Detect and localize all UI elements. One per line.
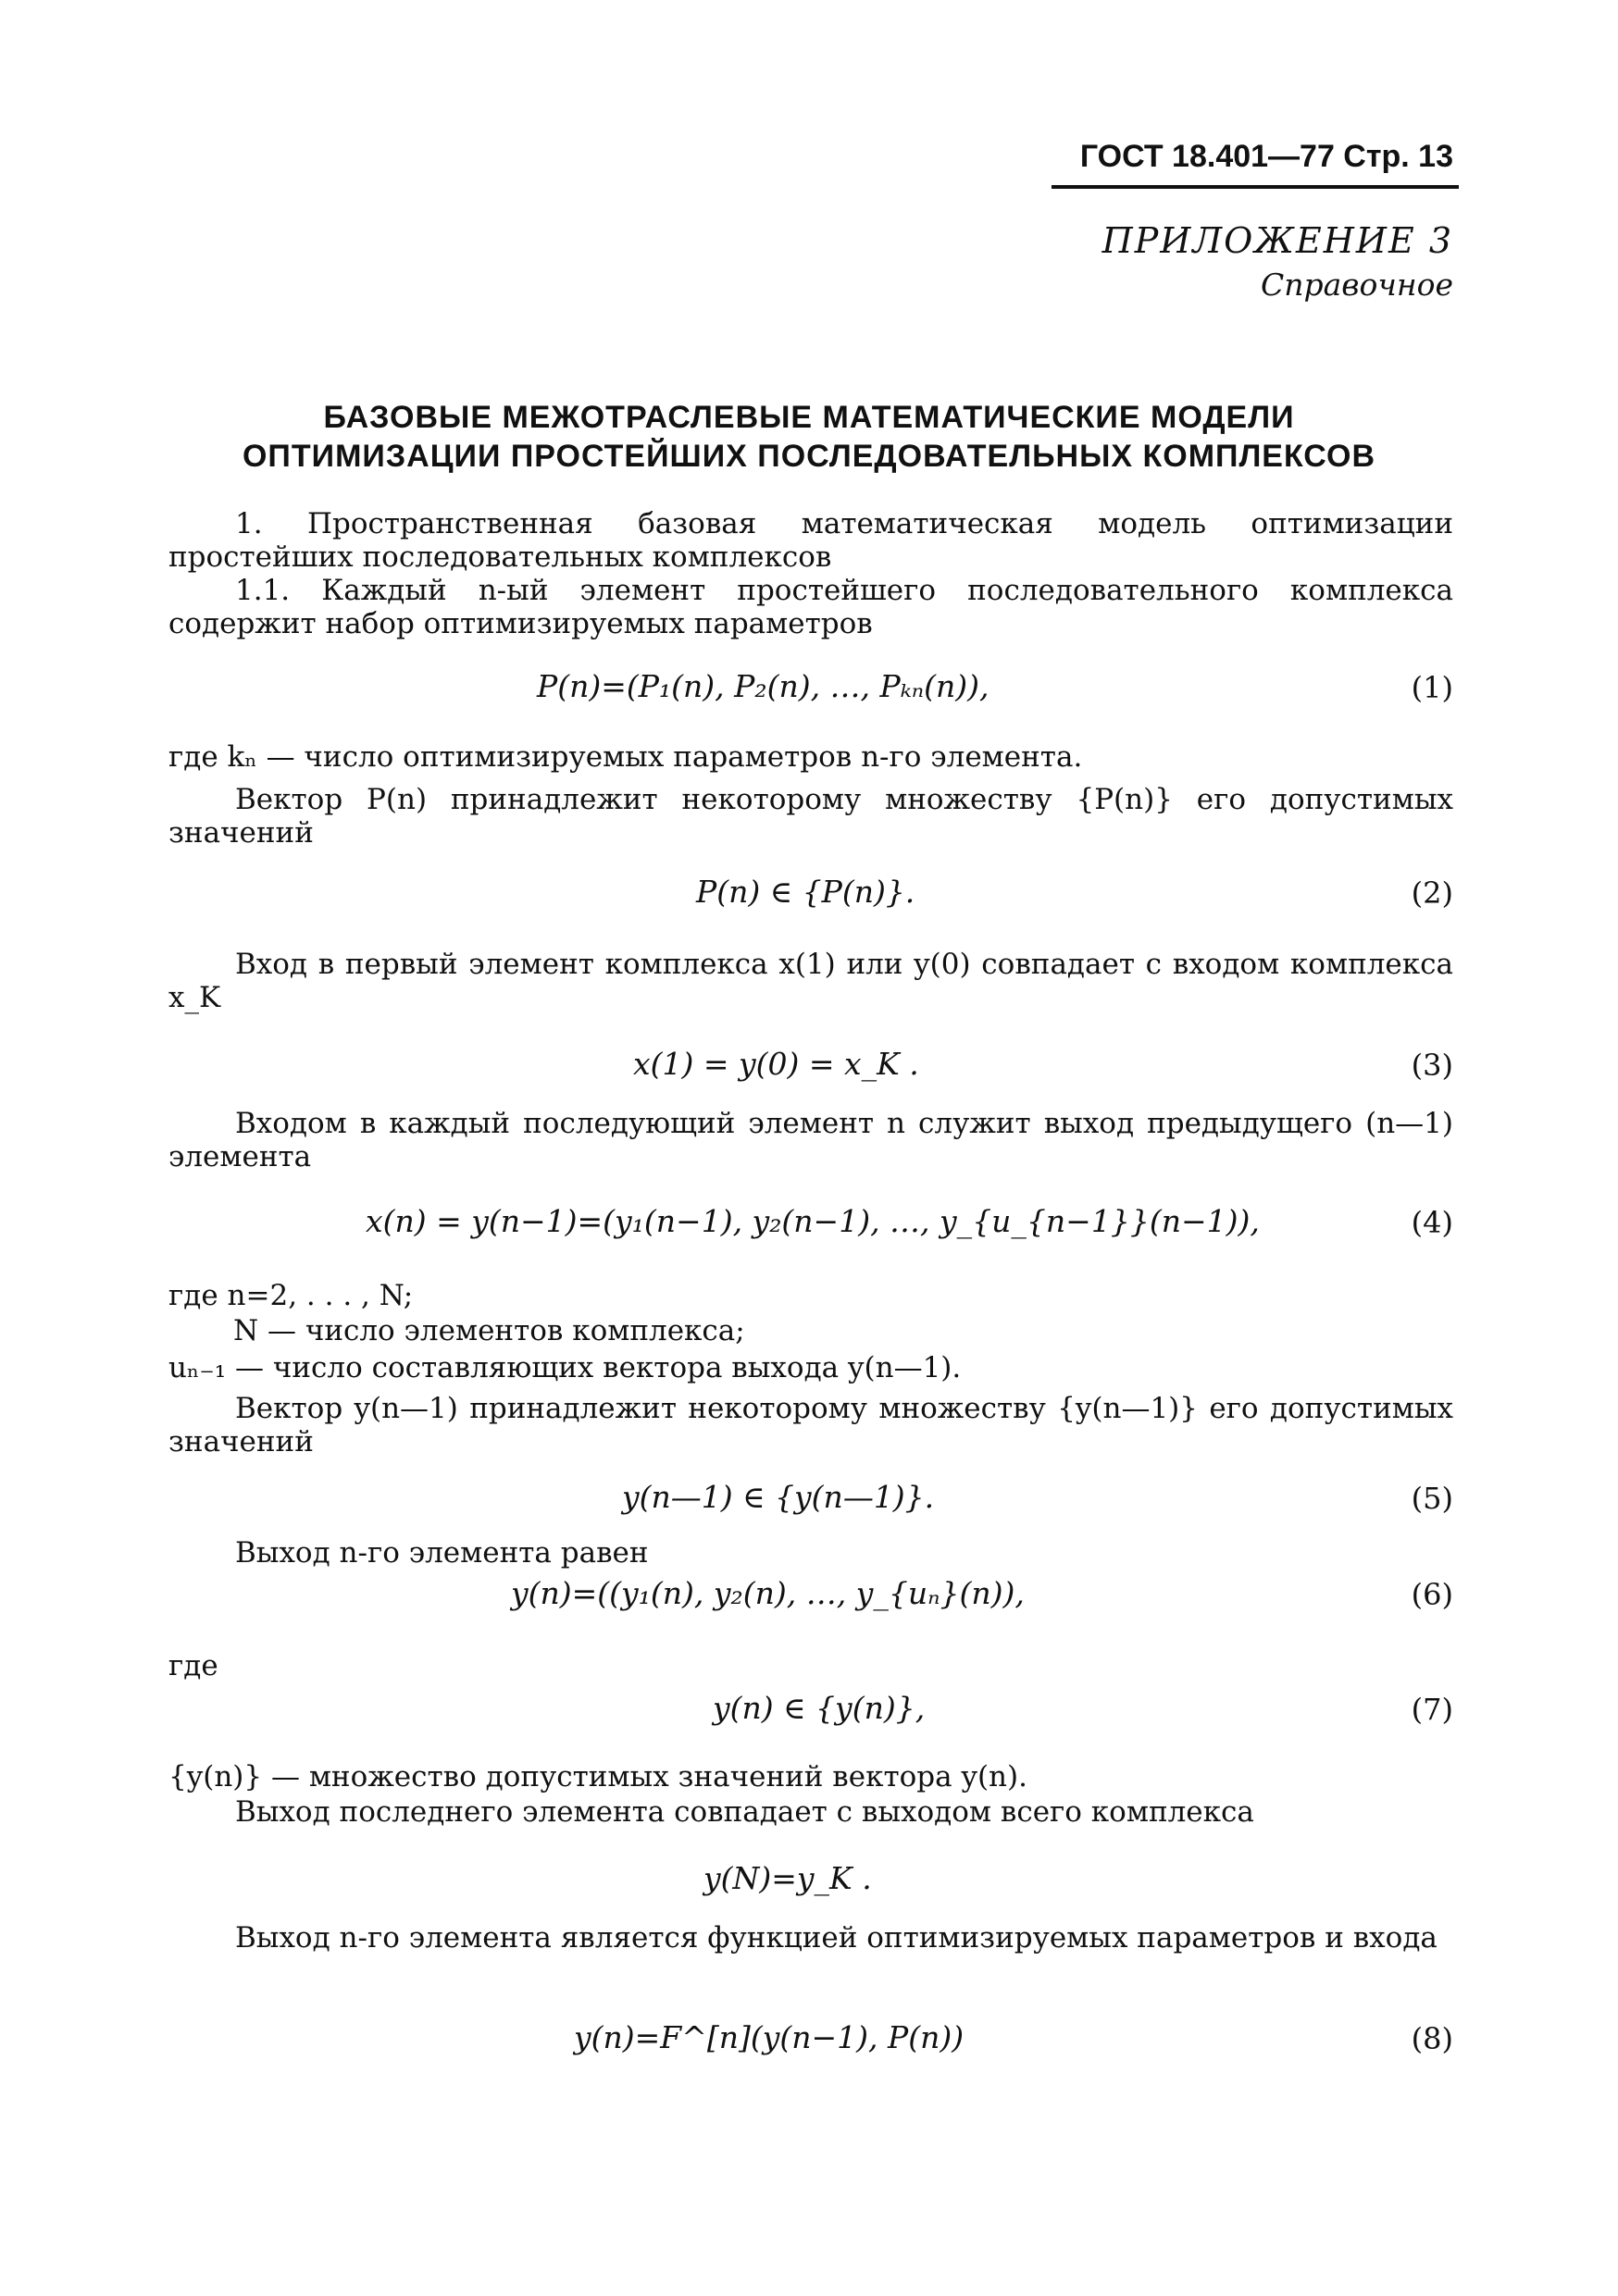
document-title-line-2: ОПТИМИЗАЦИИ ПРОСТЕЙШИХ ПОСЛЕДОВАТЕЛЬНЫХ КОМПЛЕКСОВ [242, 439, 1375, 474]
equation-2: P(n) ∈ {P(n)}. [696, 874, 915, 910]
paragraph-subsequent: Входом в каждый последующий элемент n служит выход предыдущего (n—1) элемента [168, 1107, 1453, 1173]
paragraph-where: где [168, 1649, 218, 1682]
equation-2-number: (2) [1411, 875, 1453, 911]
paragraph-vector-p: Вектор P(n) принадлежит некоторому множеству {P(n)} его допустимых значений [168, 783, 1453, 850]
equation-8: y(n)=F^[n](y(n−1), P(n)) [574, 2019, 965, 2055]
page-header: ГОСТ 18.401—77 Стр. 13 [1079, 139, 1453, 174]
equation-unnumbered: y(N)=y_K . [703, 1860, 872, 1896]
equation-3-number: (3) [1411, 1048, 1453, 1083]
paragraph-input: Вход в первый элемент комплекса x(1) или y(0) совпадает с входом комплекса x_K [168, 948, 1453, 1014]
paragraph-u-definition: uₙ₋₁ — число составляющих вектора выхода y(n—1). [168, 1351, 962, 1384]
header-rule [1052, 185, 1459, 189]
paragraph-output: Выход n-го элемента равен [235, 1536, 649, 1570]
paragraph-last-element: Выход последнего элемента совпадает с выходом всего комплекса [235, 1795, 1254, 1829]
paragraph-vector-y: Вектор y(n—1) принадлежит некоторому множеству {y(n—1)} его допустимых значений [168, 1392, 1453, 1458]
paragraph-function: Выход n-го элемента является функцией оптимизируемых параметров и входа [235, 1921, 1438, 1955]
paragraph-kn-definition: где kₙ — число оптимизируемых параметров n-го элемента. [168, 740, 1083, 774]
paragraph-1: 1. Пространственная базовая математическая модель оптимизации простейших последовательных комплексов [168, 507, 1453, 574]
document-title-line-1: БАЗОВЫЕ МЕЖОТРАСЛЕВЫЕ МАТЕМАТИЧЕСКИЕ МОДЕЛИ [323, 400, 1295, 435]
appendix-title: ПРИЛОЖЕНИЕ 3 [1101, 220, 1453, 261]
equation-7: y(n) ∈ {y(n)}, [713, 1690, 926, 1726]
equation-3: x(1) = y(0) = x_K . [633, 1046, 919, 1082]
appendix-subtitle: Справочное [1260, 267, 1453, 303]
equation-1: P(n)=(P₁(n), P₂(n), …, Pₖₙ(n)), [537, 668, 989, 704]
paragraph-N-definition: N — число элементов комплекса; [233, 1314, 745, 1347]
paragraph-set-definition: {y(n)} — множество допустимых значений вектора y(n). [168, 1760, 1027, 1793]
equation-1-number: (1) [1411, 670, 1453, 705]
equation-6: y(n)=((y₁(n), y₂(n), …, y_{uₙ}(n)), [511, 1575, 1025, 1611]
equation-4: x(n) = y(n−1)=(y₁(n−1), y₂(n−1), …, y_{u_{n−1}}(n−1)), [366, 1203, 1260, 1239]
paragraph-1-1: 1.1. Каждый n-ый элемент простейшего последовательного комплекса содержит набор оптимизируемых параметров [168, 574, 1453, 640]
equation-4-number: (4) [1411, 1205, 1453, 1240]
equation-7-number: (7) [1411, 1692, 1453, 1727]
equation-5: y(n—1) ∈ {y(n—1)}. [622, 1479, 935, 1515]
equation-5-number: (5) [1411, 1481, 1453, 1516]
equation-6-number: (6) [1411, 1577, 1453, 1612]
paragraph-where-n: где n=2, . . . , N; [168, 1279, 414, 1312]
equation-8-number: (8) [1411, 2021, 1453, 2056]
